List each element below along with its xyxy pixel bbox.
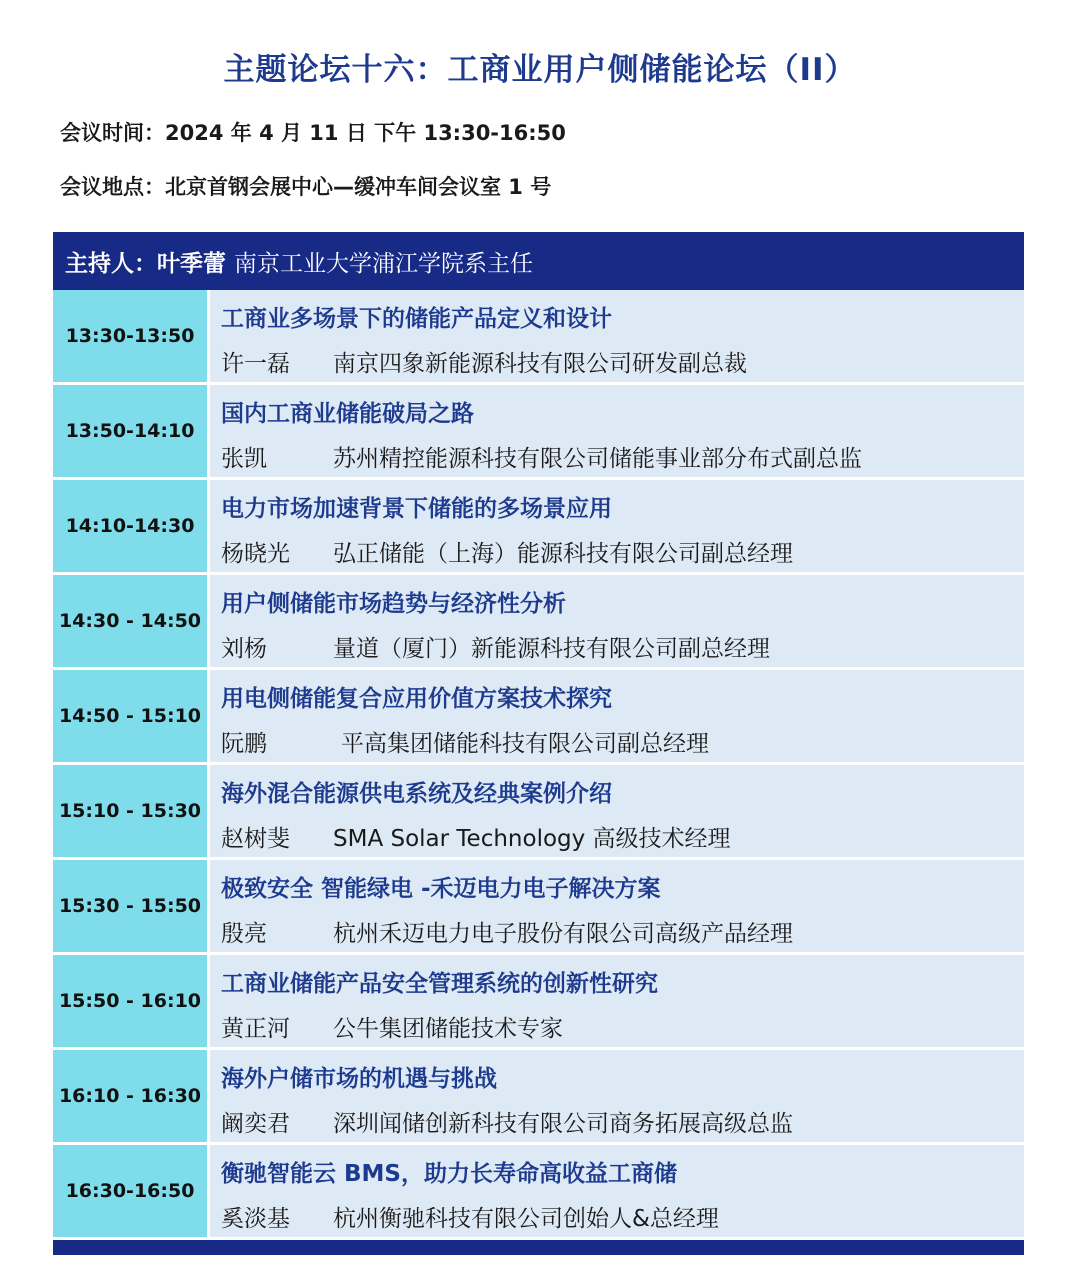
host-bar bbox=[53, 232, 1024, 290]
speaker-name: 许一磊 bbox=[221, 351, 290, 377]
session-content bbox=[210, 1145, 1024, 1237]
speaker-name: 杨晓光 bbox=[221, 541, 290, 567]
session-time: 14:50 - 15:10 bbox=[53, 670, 207, 762]
session-content bbox=[210, 765, 1024, 857]
session-content bbox=[210, 385, 1024, 477]
speaker-name: 奚淡基 bbox=[221, 1206, 290, 1232]
agenda-rows bbox=[53, 290, 1024, 1237]
speaker-name: 赵树斐 bbox=[221, 826, 290, 852]
speaker-org: 弘正储能（上海）能源科技有限公司副总经理 bbox=[333, 541, 793, 567]
agenda-row bbox=[53, 385, 1024, 477]
session-content bbox=[210, 480, 1024, 572]
agenda-row bbox=[53, 860, 1024, 952]
session-content bbox=[210, 670, 1024, 762]
speaker-org: 公牛集团储能技术专家 bbox=[333, 1016, 563, 1042]
meeting-place: 会议地点：北京首钢会展中心—缓冲车间会议室 1 号 bbox=[60, 175, 552, 199]
agenda-row bbox=[53, 765, 1024, 857]
talk-title: 衡驰智能云 BMS，助力长寿命高收益工商储 bbox=[221, 1161, 677, 1187]
speaker-org: SMA Solar Technology 高级技术经理 bbox=[333, 826, 731, 852]
session-content bbox=[210, 575, 1024, 667]
speaker-name: 张凯 bbox=[221, 446, 267, 472]
agenda-row bbox=[53, 575, 1024, 667]
session-time: 13:50-14:10 bbox=[53, 385, 207, 477]
session-time: 14:30 - 14:50 bbox=[53, 575, 207, 667]
talk-title: 工商业多场景下的储能产品定义和设计 bbox=[221, 306, 612, 332]
speaker-org: 杭州衡驰科技有限公司创始人&总经理 bbox=[333, 1206, 719, 1232]
talk-title: 海外户储市场的机遇与挑战 bbox=[221, 1066, 497, 1092]
session-time: 16:10 - 16:30 bbox=[53, 1050, 207, 1142]
talk-title: 海外混合能源供电系统及经典案例介绍 bbox=[221, 781, 612, 807]
speaker-name: 刘杨 bbox=[221, 636, 267, 662]
speaker-name: 阮鹏 bbox=[221, 731, 267, 757]
agenda-row bbox=[53, 480, 1024, 572]
talk-title: 电力市场加速背景下储能的多场景应用 bbox=[221, 496, 612, 522]
talk-title: 用户侧储能市场趋势与经济性分析 bbox=[221, 591, 566, 617]
speaker-name: 黄正河 bbox=[221, 1016, 290, 1042]
session-time: 13:30-13:50 bbox=[53, 290, 207, 382]
host-title: 南京工业大学浦江学院系主任 bbox=[234, 250, 533, 277]
speaker-org: 南京四象新能源科技有限公司研发副总裁 bbox=[333, 351, 747, 377]
speaker-name: 殷亮 bbox=[221, 921, 267, 947]
speaker-org: 苏州精控能源科技有限公司储能事业部分布式副总监 bbox=[333, 446, 862, 472]
talk-title: 极致安全 智能绿电 -禾迈电力电子解决方案 bbox=[221, 876, 661, 902]
talk-title: 国内工商业储能破局之路 bbox=[221, 401, 474, 427]
session-content bbox=[210, 290, 1024, 382]
speaker-org: 杭州禾迈电力电子股份有限公司高级产品经理 bbox=[333, 921, 793, 947]
speaker-org: 深圳闻储创新科技有限公司商务拓展高级总监 bbox=[333, 1111, 793, 1137]
host-label: 主持人： bbox=[65, 250, 157, 277]
session-time: 14:10-14:30 bbox=[53, 480, 207, 572]
session-content bbox=[210, 860, 1024, 952]
agenda-table bbox=[53, 232, 1024, 1255]
talk-title: 工商业储能产品安全管理系统的创新性研究 bbox=[221, 971, 658, 997]
speaker-org: 平高集团储能科技有限公司副总经理 bbox=[341, 731, 709, 757]
session-content bbox=[210, 955, 1024, 1047]
agenda-row bbox=[53, 1145, 1024, 1237]
session-time: 15:10 - 15:30 bbox=[53, 765, 207, 857]
session-time: 16:30-16:50 bbox=[53, 1145, 207, 1237]
bottom-bar bbox=[53, 1240, 1024, 1255]
speaker-name: 阚奕君 bbox=[221, 1111, 290, 1137]
talk-title: 用电侧储能复合应用价值方案技术探究 bbox=[221, 686, 612, 712]
speaker-org: 量道（厦门）新能源科技有限公司副总经理 bbox=[333, 636, 770, 662]
agenda-row bbox=[53, 955, 1024, 1047]
session-content bbox=[210, 1050, 1024, 1142]
meeting-time: 会议时间：2024 年 4 月 11 日 下午 13:30-16:50 bbox=[60, 121, 566, 145]
agenda-row bbox=[53, 670, 1024, 762]
session-time: 15:50 - 16:10 bbox=[53, 955, 207, 1047]
agenda-row bbox=[53, 290, 1024, 382]
host-name: 叶季蕾 bbox=[157, 250, 226, 277]
agenda-row bbox=[53, 1050, 1024, 1142]
session-time: 15:30 - 15:50 bbox=[53, 860, 207, 952]
page-title: 主题论坛十六：工商业用户侧储能论坛（II） bbox=[223, 52, 857, 88]
